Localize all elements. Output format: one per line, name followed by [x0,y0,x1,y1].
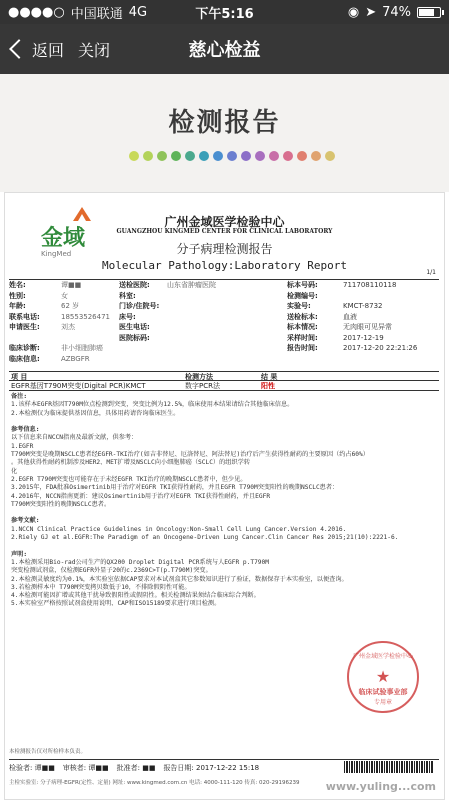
battery-icon [417,7,441,18]
info-cell [167,301,287,312]
color-dot [227,151,237,161]
banner-title: 检测报告 [168,108,281,138]
report-document [4,192,445,800]
info-cell: 采样时间: [287,333,318,342]
color-dots [129,151,335,161]
location-icon: ➤ [365,4,377,20]
info-row [9,301,439,312]
color-dot [171,151,181,161]
note-line: 1.NCCN Clinical Practice Guidelines in Oncology:Non-Small Cell Lung Cancer.Version 4.2016. [11,525,347,533]
info-cell: 门诊/住院号: [119,302,160,310]
color-dot [185,151,195,161]
color-dot [325,151,335,161]
note-line: 2.Riely GJ et al.EGFR:The Paradigm of an Oncogene-Driven Lung Cancer.Clin Cancer Res 2015;21(10):2221-6. [11,534,399,542]
info-cell [167,343,287,354]
info-cell: 刘杰 [61,323,75,331]
info-cell: 送检标本: [287,312,318,321]
page-title: 慈心检益 [188,40,261,61]
info-cell: 报告时间: [287,344,318,352]
nav-bar [0,24,449,74]
info-row [9,312,439,323]
info-row [9,343,439,354]
info-row [9,280,439,291]
report-notes [11,393,441,609]
info-cell: 性别: [9,291,26,300]
info-cell: 无肉眼可见异常 [343,323,392,331]
info-cell: 62 岁 [61,302,80,310]
info-cell: 2017-12-20 22:21:26 [343,344,418,352]
info-cell: 女 [61,291,68,300]
report-disclaimer: 本检测报告仅对所检样本负责。 [9,749,87,755]
info-cell: 血液 [343,312,357,321]
info-cell: 送检医院: [119,281,150,289]
note-line: 备注: [11,393,28,400]
info-cell: 实验号: [287,302,311,310]
info-cell: 姓名: [9,281,26,289]
info-cell: KMCT-8732 [343,302,383,310]
back-button[interactable] [12,38,64,61]
network-label: 4G [128,4,148,20]
note-line: 1.EGFR [11,442,34,450]
clock: 下午5:16 [195,6,254,22]
info-cell: 床号: [119,312,136,321]
results-row: EGFR基因T790M突变(Digital PCR)KMCT 数字PCR法 阳性 [9,381,439,391]
info-cell: 非小细胞肺癌 [61,344,103,352]
info-row [9,322,439,333]
info-cell [167,322,287,333]
info-row [9,333,439,344]
results-header: 项 目 检测方法 结 果 [9,371,439,381]
note-line: 3.若检测样本中 T790M突变拷贝数低于10，不排除假阴性可能。 [11,583,191,591]
info-row [9,291,439,302]
info-cell [343,354,439,365]
info-row [9,354,439,365]
note-line: T790M突变阳性的晚期NSCLC患者。 [11,500,111,508]
info-cell: 谭■■ [61,281,82,289]
note-line: 1.该样本EGFR基因T790M位点检测到突变，突变比例为12.5%，临床使用本结果请结合其他临床信息。 [11,401,294,409]
signal-icon: ●●●●○ [8,4,65,20]
report-type-en: Molecular Pathology:Laboratory Report [101,259,348,272]
info-cell [343,291,439,302]
carrier-label: 中国联通 [70,6,123,22]
note-line: 声明: [11,550,28,558]
info-cell: 医生电话: [119,323,150,331]
note-line: 4.2016年，NCCN指南更新：建议Osimertinib用于治疗对EGFR TKI获得性耐药，并且EGFR [11,492,271,500]
note-line: 3.2015年，FDA批准Osimertinib用于治疗对EGFR TKI获得性耐药，并且EGFR T790M突变阳性的晚期NSCLC患者： [11,484,339,492]
info-cell: 2017-12-19 [343,333,384,342]
color-dot [255,151,265,161]
banner [0,74,449,192]
color-dot [297,151,307,161]
info-cell: 检测编号: [287,291,318,300]
signature-row: 检验者: 谭■■ 审核者: 谭■■ 批准者: ■■ 报告日期: 2017-12-22 15:18 [9,759,439,773]
note-line: 参考文献: [11,517,40,525]
barcode [344,761,434,773]
color-dot [241,151,251,161]
color-dot [311,151,321,161]
info-cell [167,291,287,302]
note-line: 5.本实验室严格按照试剂盒使用说明、CAP和ISO15189要求进行项目检测。 [11,600,221,608]
lab-name-cn: 广州金域医学检验中心 [164,215,285,229]
note-line: 4.本检测可能因扩增或其他干扰导致假阳性或假阴性。相关检测结果须结合临床综合判断。 [11,592,260,600]
close-button[interactable]: 关闭 [78,40,111,60]
info-cell [119,354,167,365]
lab-address: 主检实验室: 分子病理-EGFR(定性、定量) 网址: www.kingmed.com.cn 电话: 4000-111-120 传真: 020-29196239 [9,780,300,786]
lab-name-en: GUANGZHOU KINGMED CENTER FOR CLINICAL LABORATORY [116,228,333,235]
color-dot [129,151,139,161]
note-line: 。其他获得性耐药机制涉及HER2、MET扩增及NSCLC向小细胞肺癌（SCLC）的组织学转 [11,459,251,467]
color-dot [143,151,153,161]
info-cell: 医院标码: [119,333,150,342]
info-cell: 申请医生: [9,323,40,331]
info-cell: 标本号码: [287,281,318,289]
info-cell [287,354,343,365]
note-line [11,418,441,426]
info-cell [9,333,61,344]
note-line: 2.EGFR T790M突变也可能存在于未经EGFR TKI治疗的晚期NSCLC患者中，但少见。 [11,475,247,483]
color-dot [213,151,223,161]
page-number: 1/1 [426,269,436,276]
info-cell [167,333,287,344]
color-dot [157,151,167,161]
info-cell: 18553526471 [61,312,110,321]
info-cell [167,354,287,365]
info-cell: 联系电话: [9,312,40,321]
status-bar [0,0,449,24]
note-line [11,542,441,550]
info-cell [61,333,119,344]
lock-rotation-icon: ◉ [347,4,360,20]
battery-percent: 74% [382,4,411,20]
color-dot [199,151,209,161]
info-cell: 标本情况: [287,323,318,331]
back-label: 返回 [32,40,65,60]
note-line: 2.本检测灵敏度约为0.1%，本实验室依据CAP要求对本试剂盒其它参数知识进行了验证，数据保存于本实验室，以便查询。 [11,575,348,583]
watermark: www.yuling...com [325,780,436,793]
note-line [11,509,441,517]
note-line: 2.本检测仅为临床提供基因信息，具体用药请咨询临床医生。 [11,409,180,417]
info-cell [167,312,287,323]
info-cell: 临床诊断: [9,344,40,352]
note-line: 1.本检测采用Bio-rad公司生产的QX200 Droplet Digital PCR系统与人EGFR p.T790M [11,558,269,566]
note-line: 化 [11,467,18,475]
note-line: 以下信息来自NCCN指南及最新文献，供参考： [11,434,138,442]
info-cell: AZBGFR [61,354,90,363]
kingmed-logo: 金域 KingMed [41,221,85,258]
color-dot [283,151,293,161]
color-dot [269,151,279,161]
star-icon: ★ [375,667,391,686]
note-line: T790M突变是晚期NSCLC患者经EGFR-TKI治疗(如吉非替尼、厄洛替尼、阿法替尼)治疗后产生获得性耐药的主要原因（约占60%） [11,451,369,459]
report-type-cn: 分子病理检测报告 [176,242,273,256]
lab-seal: 广州金域医学检验中心 ★ 临床试验事业部 专用章 [347,641,419,713]
info-cell: 科室: [119,291,136,300]
info-cell: 年龄: [9,302,26,310]
info-cell: 临床信息: [9,354,40,363]
note-line: 参考信息: [11,426,40,434]
patient-info-table [9,279,439,364]
info-cell: 711708110118 [343,281,397,289]
chevron-left-icon [9,39,29,59]
info-cell: 山东省肿瘤医院 [167,281,216,289]
note-line: 突变检测试剂盒，仅检测EGFR外显子20的c.2369C>T(p.T790M)突变。 [11,567,212,575]
info-cell [119,343,167,354]
